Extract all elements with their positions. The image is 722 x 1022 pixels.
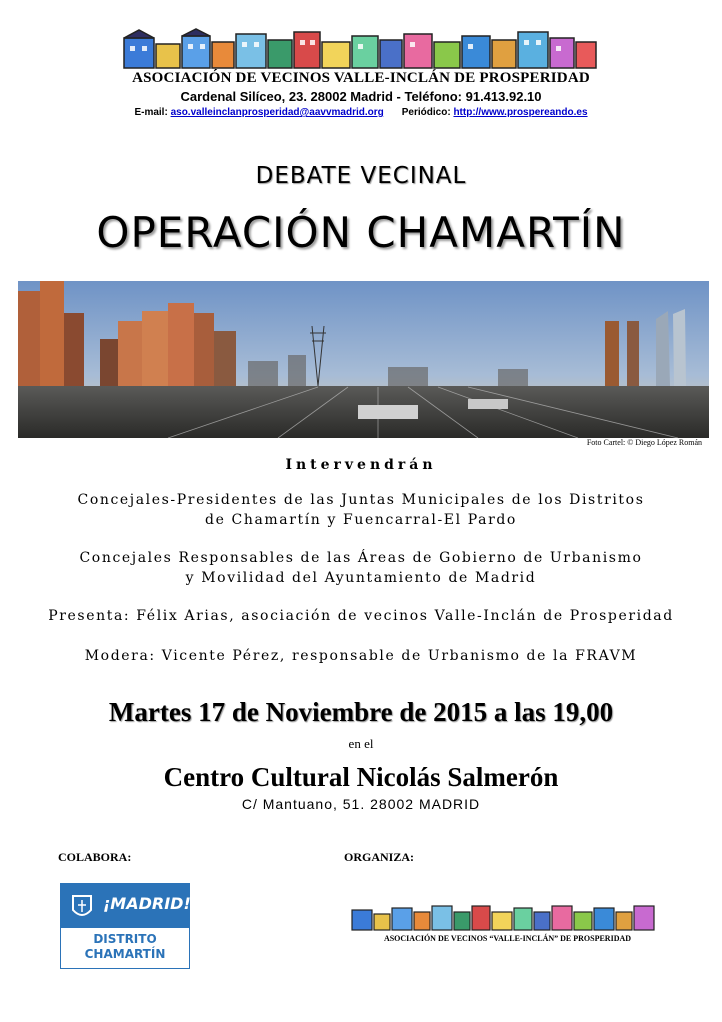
organization-name: ASOCIACIÓN DE VECINOS VALLE-INCLÁN DE PROSPERIDAD bbox=[132, 70, 590, 86]
madrid-wordmark: ¡MADRID! bbox=[103, 894, 191, 913]
contact-line bbox=[0, 107, 722, 118]
distrito-label: DISTRITO bbox=[93, 932, 157, 946]
email-link[interactable]: aso.valleinclanprosperidad@aavvmadrid.org bbox=[170, 107, 384, 118]
event-title: OPERACIÓN CHAMARTÍN bbox=[96, 208, 626, 257]
photo-credit: Foto Cartel: © Diego López Román bbox=[586, 438, 702, 447]
madrid-crest-icon bbox=[71, 892, 93, 920]
speaker-line: de Chamartín y Fuencarral-El Pardo bbox=[205, 512, 517, 528]
venue-name: Centro Cultural Nicolás Salmerón bbox=[163, 762, 559, 792]
panorama-photo bbox=[18, 281, 709, 438]
colabora-label: COLABORA: bbox=[58, 850, 132, 864]
event-subtitle: DEBATE VECINAL bbox=[255, 163, 467, 189]
moderator-line: Modera: Vicente Pérez, responsable de Urbanismo de la FRAVM bbox=[84, 648, 638, 664]
venue-address: C/ Mantuano, 51. 28002 MADRID bbox=[241, 796, 481, 812]
periodico-label: Periódico: bbox=[401, 107, 454, 118]
organizer-name: ASOCIACIÓN DE VECINOS “VALLE-INCLÁN” DE PROSPERIDAD bbox=[383, 934, 632, 943]
speaker-line: y Movilidad del Ayuntamiento de Madrid bbox=[185, 570, 537, 586]
event-date: Martes 17 de Noviembre de 2015 a las 19,00 bbox=[108, 697, 614, 727]
presenter-line: Presenta: Félix Arias, asociación de vecinos Valle-Inclán de Prosperidad bbox=[48, 608, 674, 624]
madrid-distrito-logo bbox=[60, 883, 190, 969]
chamartin-label: CHAMARTÍN bbox=[84, 947, 166, 961]
speakers-intro: Intervendrán bbox=[285, 457, 437, 473]
houses-logo-small bbox=[350, 902, 666, 932]
speaker-line: Concejales-Presidentes de las Juntas Municipales de los Distritos bbox=[77, 492, 645, 508]
email-label: E-mail: bbox=[134, 107, 171, 118]
houses-logo bbox=[120, 28, 600, 70]
periodico-link[interactable]: http://www.prospereando.es bbox=[453, 107, 588, 118]
en-el-text: en el bbox=[348, 736, 374, 751]
speaker-line: Concejales Responsables de las Áreas de Gobierno de Urbanismo bbox=[79, 550, 643, 566]
organization-address: Cardenal Silíceo, 23. 28002 Madrid - Teléfono: 91.413.92.10 bbox=[180, 89, 542, 104]
organiza-label: ORGANIZA: bbox=[344, 850, 415, 864]
